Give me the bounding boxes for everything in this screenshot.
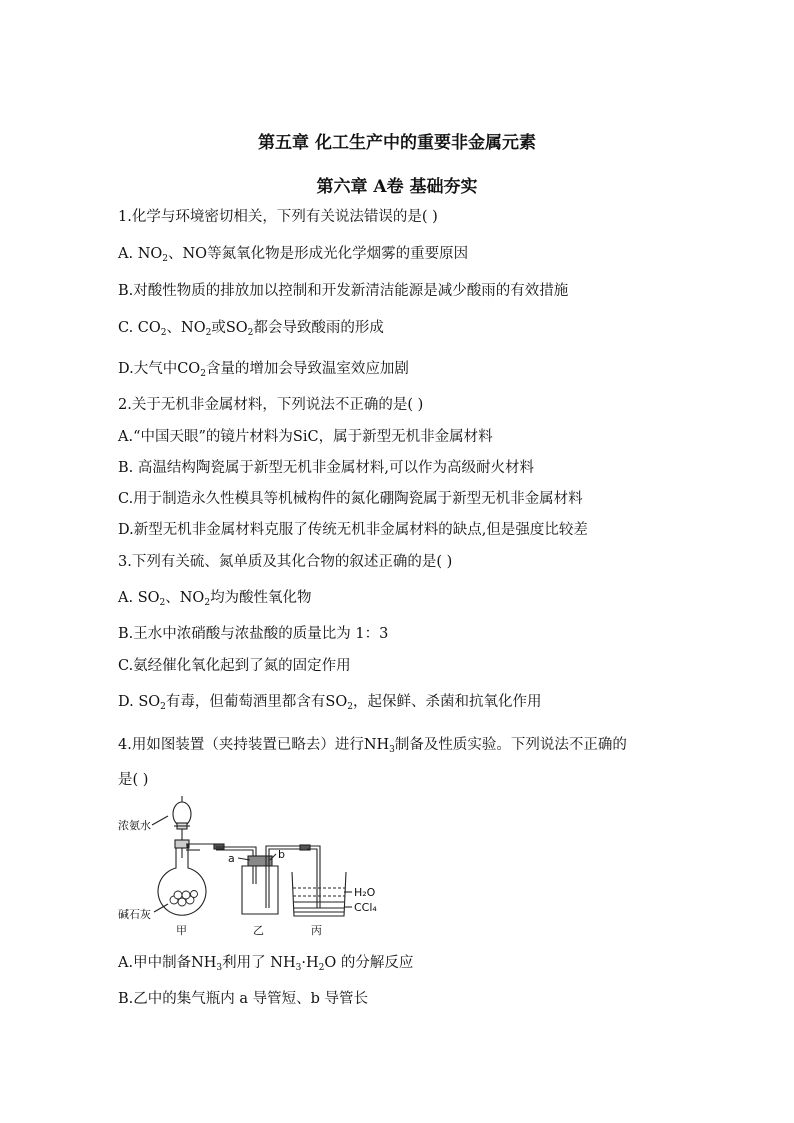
q3-stem: 3.下列有关硫、氮单质及其化合物的叙述正确的是( ) — [118, 554, 453, 570]
q3-option-c: C.氨经催化氧化起到了氮的固定作用 — [118, 658, 351, 674]
label-soda-lime: 碱石灰 — [118, 908, 151, 921]
section-title: 第六章 A卷 基础夯实 — [316, 177, 478, 197]
q4-stem: 4.用如图装置（夹持装置已略去）进行$NH_3$制备及性质实验。下列说法不正确的 — [118, 737, 627, 755]
q2-stem: 2.关于无机非金属材料，下列说法不正确的是( ) — [118, 397, 424, 413]
q1-option-a: A. $NO_2$、NO等氮氧化物是形成光化学烟雾的重要原因 — [118, 246, 469, 264]
q2-option-b: B. 高温结构陶瓷属于新型无机非金属材料,可以作为高级耐火材料 — [118, 460, 534, 476]
q4-stem-continued: 是( ) — [118, 772, 149, 788]
q1-option-d: D.大气中$CO_2$含量的增加会导致温室效应加剧 — [118, 361, 409, 379]
label-bing: 丙 — [311, 924, 322, 937]
q1-option-c: C. $CO_2$、$NO_2$或$SO_2$都会导致酸雨的形成 — [118, 320, 384, 338]
label-water: H₂O — [354, 886, 376, 899]
apparatus-diagram — [116, 792, 416, 940]
label-ccl4: CCl₄ — [354, 901, 377, 914]
q3-option-a: A. $SO_2$、$NO_2$均为酸性氧化物 — [118, 590, 312, 608]
chapter-title: 第五章 化工生产中的重要非金属元素 — [258, 133, 536, 153]
label-ammonia: 浓氨水 — [118, 819, 151, 832]
q4-option-a: A.甲中制备$NH_3$利用了 $NH_3\cdot H_2O$ 的分解反应 — [118, 955, 414, 973]
q3-option-b: B.王水中浓硝酸与浓盐酸的质量比为 1：3 — [118, 626, 389, 642]
q4-option-b: B.乙中的集气瓶内 a 导管短、b 导管长 — [118, 991, 369, 1007]
label-yi: 乙 — [253, 924, 264, 937]
q1-stem: 1.化学与环境密切相关，下列有关说法错误的是( ) — [118, 209, 438, 225]
label-b: b — [278, 848, 285, 861]
q1-option-b: B.对酸性物质的排放加以控制和开发新清洁能源是减少酸雨的有效措施 — [118, 283, 569, 299]
q2-option-a: A.“中国天眼”的镜片材料为SiC，属于新型无机非金属材料 — [118, 429, 493, 445]
q2-option-d: D.新型无机非金属材料克服了传统无机非金属材料的缺点,但是强度比较差 — [118, 522, 588, 538]
q3-option-d: D. $SO_2$有毒，但葡萄酒里都含有$SO_2$，起保鲜、杀菌和抗氧化作用 — [118, 694, 542, 712]
label-a: a — [228, 852, 235, 865]
label-jia: 甲 — [176, 924, 187, 937]
q2-option-c: C.用于制造永久性模具等机械构件的氮化硼陶瓷属于新型无机非金属材料 — [118, 491, 583, 507]
